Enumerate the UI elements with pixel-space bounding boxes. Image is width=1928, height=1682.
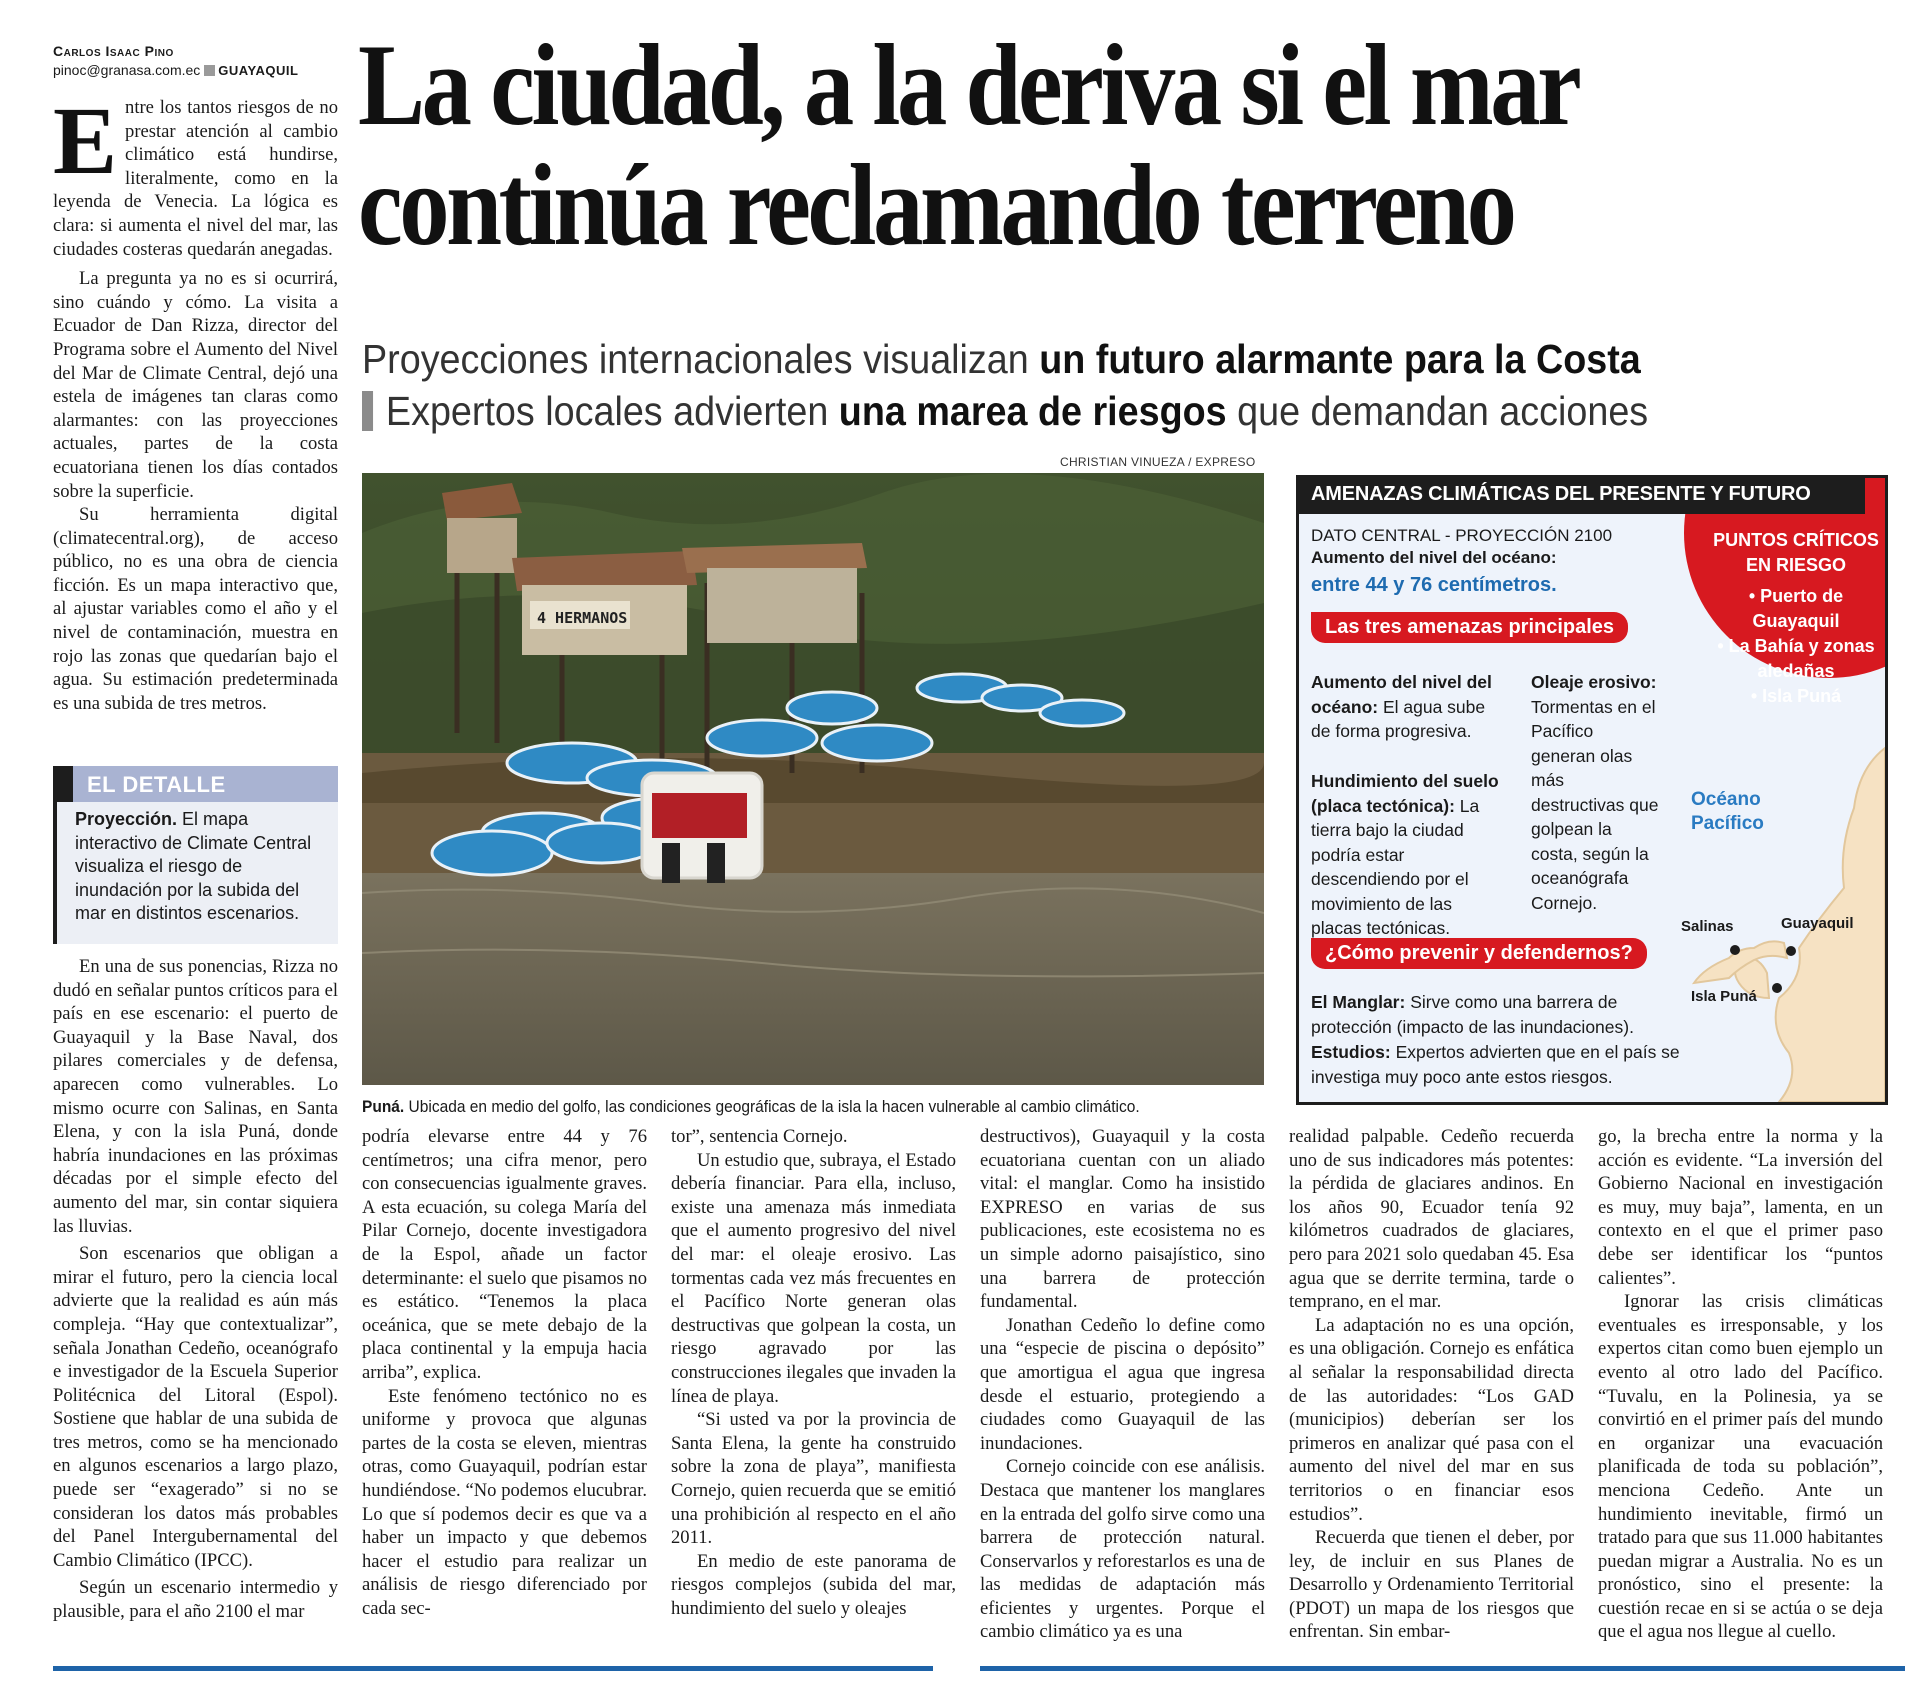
paragraph: Este fenómeno tectónico no es uniforme y provoca que algunas partes de la costa se eleven, mientras otras, como Guayaquil, podrían estar hundiéndose. “No podemos elucubrar. Lo que sí podemos decir es que va a haber un impacto y que debemos hacer el estudio para realizar un análisis de riesgo diferenciado por cada sec- [362,1385,647,1619]
article-column-1-top [53,87,338,715]
footer-rule-right [980,1666,1905,1671]
paragraph: destructivos), Guayaquil y la costa ecuatoriana cuentan con un aliado vital: el manglar. Como ha insistido EXPRESO en varias de sus publicaciones, este ecosistema no es un simple adorno paisajístico, sino una barrera de protección fundamental. [980,1126,1265,1313]
headline-line-1: La ciudad, a la deriva si el mar [358,21,1579,150]
article-column-5 [1289,1125,1574,1644]
paragraph: Jonathan Cedeño lo define como una “especie de piscina o depósito” que amortigua el agua que ingresa desde el estuario, protegiendo a ciudades como Guayaquil de las inundaciones. [980,1314,1265,1454]
threat-subsidence: Hundimiento del suelo (placa tectónica): La tierra bajo la ciudad podría estar descendiendo por el movimiento de las placas tectónicas. [1311,771,1499,938]
detalle-header [53,766,338,802]
photo-puna-harbor [362,473,1264,1085]
article-column-6 [1598,1125,1883,1644]
paragraph: tor”, sentencia Cornejo. [671,1126,848,1147]
infographic-title: AMENAZAS CLIMÁTICAS DEL PRESENTE Y FUTURO [1311,483,1811,505]
paragraph: La pregunta ya no es si ocurrirá, sino cuándo y cómo. La visita a Ecuador de Dan Rizza, director del Programa sobre el Aumento del Nivel del Mar de Climate Central, dejó una estela de imágenes tan claras como alarmantes: con las proyecciones actuales, partes de la costa ecuatoriana tienen los días contados sobre la superficie. [53,268,338,502]
article-column-4 [980,1125,1265,1644]
infographic-header [1299,478,1885,514]
paragraph: En medio de este panorama de riesgos complejos (subida del mar, hundimiento del suelo y oleajes [671,1550,956,1619]
photo-caption: Puná. Ubicada en medio del golfo, las condiciones geográficas de la isla la hacen vulnerable al cambio climático. [362,1098,1140,1116]
prevent-studies: Estudios: Expertos advierten que en el país se investiga muy poco ante estos riesgos. [1311,1042,1680,1087]
paragraph: “Si usted va por la provincia de Santa Elena, la gente ha construido sobre la zona de playa”, manifiesta Cornejo, quien recuerda que se emitió una prohibición al respecto en el año 2011. [671,1409,956,1549]
prevent-title: ¿Cómo prevenir y defendernos? [1311,938,1647,969]
paragraph: Según un escenario intermedio y plausible, para el año 2100 el mar [53,1577,338,1623]
author-contact [53,62,298,78]
paragraph: Entre los tantos riesgos de no prestar atención al cambio climático está hundirse, literalmente, como en la leyenda de Venecia. La lógica es clara: si aumenta el nivel del mar, las ciudades costeras quedarán anegadas. [53,87,338,260]
paragraph: Ignorar las crisis climáticas eventuales es irresponsable, y los expertos citan como buen ejemplo un evento al otro lado del Pacífico. “Tuvalu, en la Polinesia, ya se convirtió en el primer país del mundo en organizar una evacuación planificada de toda su población”, menciona Cedeño. Ante un hundimiento inevitable, firmó un tratado para que sus 11.000 habitantes puedan migrar a Australia. No es un pronóstico, sino el presente: la cuestión recae en si se actúa o se deja que el agua nos llegue al cuello. [1598,1291,1883,1643]
critical-points-list: PUNTOS CRÍTICOS EN RIESGO • Puerto de Guayaquil • La Bahía y zonas aledañas • Isla Puná [1713,530,1879,706]
article-column-2 [362,1125,647,1620]
footer-rule-left [53,1666,933,1671]
photo-illustration [362,473,1264,1085]
map-ocean-label: Océano Pacífico [1691,789,1764,834]
author-email[interactable]: pinoc@granasa.com.ec [53,62,201,78]
infographic-accent [1865,478,1885,514]
deck-bar-icon [362,391,373,431]
paragraph: Recuerda que tienen el deber, por ley, de incluir en sus Planes de Desarrollo y Ordenamiento Territorial (PDOT) un mapa de los riesgos que enfrentan. Sin embar- [1289,1527,1574,1643]
detalle-marker-icon [53,766,73,802]
paragraph: Su herramienta digital (climatecentral.org), de acceso público, no es una obra de ciencia ficción. Es un mapa interactivo que, al ajustar variables como el año y el nivel de contaminación, muestra en rojo las zonas que quedarían bajo el agua. Su estimación predeterminada es una subida de tres metros. [53,504,338,714]
detalle-title: EL DETALLE [87,772,226,797]
paragraph: Cornejo coincide con ese análisis. Destaca que mantener los manglares en la entrada del golfo sirve como una barrera de protección natural. Conservarlos y reforestarlos es una de las medidas de adaptación más eficientes y urgentes. Porque el cambio climático ya es una [980,1456,1265,1643]
map-label-guayaquil: Guayaquil [1781,915,1854,932]
map-label-puna: Isla Puná [1691,988,1757,1005]
headline-line-2: continúa reclamando terreno [358,141,1514,270]
separator-square-icon [204,65,215,76]
author-name: Carlos Isaac Pino [53,43,174,59]
threats-title: Las tres amenazas principales [1311,612,1628,643]
prevent-mangrove: El Manglar: Sirve como una barrera de protección (impacto de las inundaciones). [1311,992,1634,1037]
article-column-3 [671,1125,956,1620]
paragraph: La adaptación no es una opción, es una obligación. Cornejo es enfática al señalar la responsabilidad directa de las autoridades: “Los GAD (municipios) deberían ser los primeros en analizar qué pasa con el aumento del nivel del mar en sus territorios o en financiar esos estudios”. [1289,1314,1574,1525]
detalle-text: Proyección. El mapa interactivo de Climate Central visualiza el riesgo de inundación por la subida del mar en distintos escenarios. [75,809,312,923]
dato-central-value: entre 44 y 76 centímetros. [1311,574,1557,596]
infographic-box [1296,475,1888,1105]
threat-erosive-waves: Oleaje erosivo: Tormentas en el Pacífico generan olas más destructivas que golpean la costa, según la oceanógrafa Cornejo. [1531,672,1659,913]
drop-cap: E [53,87,118,194]
map-point-salinas [1730,945,1740,955]
deck-line-1: Proyecciones internacionales visualizan un futuro alarmante para la Costa [362,336,1641,382]
paragraph: En una de sus ponencias, Rizza no dudó en señalar puntos críticos para el país en ese escenario: el puerto de Guayaquil y la Base Naval, dos pilares comerciales y de defensa, aparecen como vulnerables. Lo mismo ocurre con Salinas, en Santa Elena, y con la isla Puná, donde habría inundaciones en las próximas décadas por el simple efecto del aumento del mar, sin contar siquiera las lluvias. [53,956,339,1237]
paragraph: Un estudio que, subraya, el Estado debería financiar. Para ella, incluso, existe una amenaza más inmediata que el aumento progresivo del nivel del mar: el oleaje erosivo. Las tormentas cada vez más frecuentes en el Pacífico Norte generan olas destructivas que golpean la costa, un riesgo agravado por las construcciones ilegales que invaden la línea de playa. [671,1149,956,1407]
dateline-city: GUAYAQUIL [218,63,299,78]
threat-sea-level: Aumento del nivel del océano: El agua sube de forma progresiva. [1311,672,1492,741]
boathouse-sign: 4 HERMANOS [537,609,628,627]
map-label-salinas: Salinas [1681,918,1734,935]
paragraph: go, la brecha entre la norma y la acción es evidente. “La inversión del Gobierno Nacional en investigación es muy, muy baja”, lamenta, en un contexto en el que el primer paso debe ser identificar los “puntos calientes”. [1598,1126,1883,1289]
detalle-rule [53,802,57,944]
map-point-guayaquil [1786,946,1796,956]
paragraph: podría elevarse entre 44 y 76 centímetros; una cifra menor, pero con consecuencias igualmente graves. A esta ecuación, su colega María del Pilar Cornejo, docente investigadora de la Espol, añade un factor determinante: el suelo que pisamos no es estático. “Tenemos la placa oceánica, que se mete debajo de la placa continental y la empuja hacia arriba”, explica. [362,1126,647,1383]
photo-credit: CHRISTIAN VINUEZA / EXPRESO [1060,455,1256,469]
article-column-1-bottom [53,955,338,1624]
headline [358,21,1700,270]
dato-central-metric: Aumento del nivel del océano: [1311,548,1557,567]
dato-central-label: DATO CENTRAL - PROYECCIÓN 2100 [1311,526,1613,545]
paragraph: realidad palpable. Cedeño recuerda uno de sus indicadores más potentes: la pérdida de glaciares andinos. En los años 90, Ecuador tenía 92 kilómetros cuadrados de glaciares, pero para 2021 solo quedaban 45. Esa agua que se derrite termina, tarde o temprano, en el mar. [1289,1126,1574,1313]
paragraph: Son escenarios que obligan a mirar el futuro, pero la ciencia local advierte que la realidad es aún más compleja. “Hay que contextualizar”, señala Jonathan Cedeño, oceanógrafo e investigador de la Escuela Superior Politécnica del Litoral (Espol). Sostiene que hablar de una subida de tres metros, como se ha mencionado en algunos escenarios a largo plazo, puede ser “exagerado” si no se consideran los datos más probables del Panel Intergubernamental del Cambio Climático (IPCC). [53,1243,338,1571]
detalle-box [53,802,338,944]
map-point-puna [1772,983,1782,993]
deck-line-2: Expertos locales advierten una marea de riesgos que demandan acciones [362,388,1648,435]
